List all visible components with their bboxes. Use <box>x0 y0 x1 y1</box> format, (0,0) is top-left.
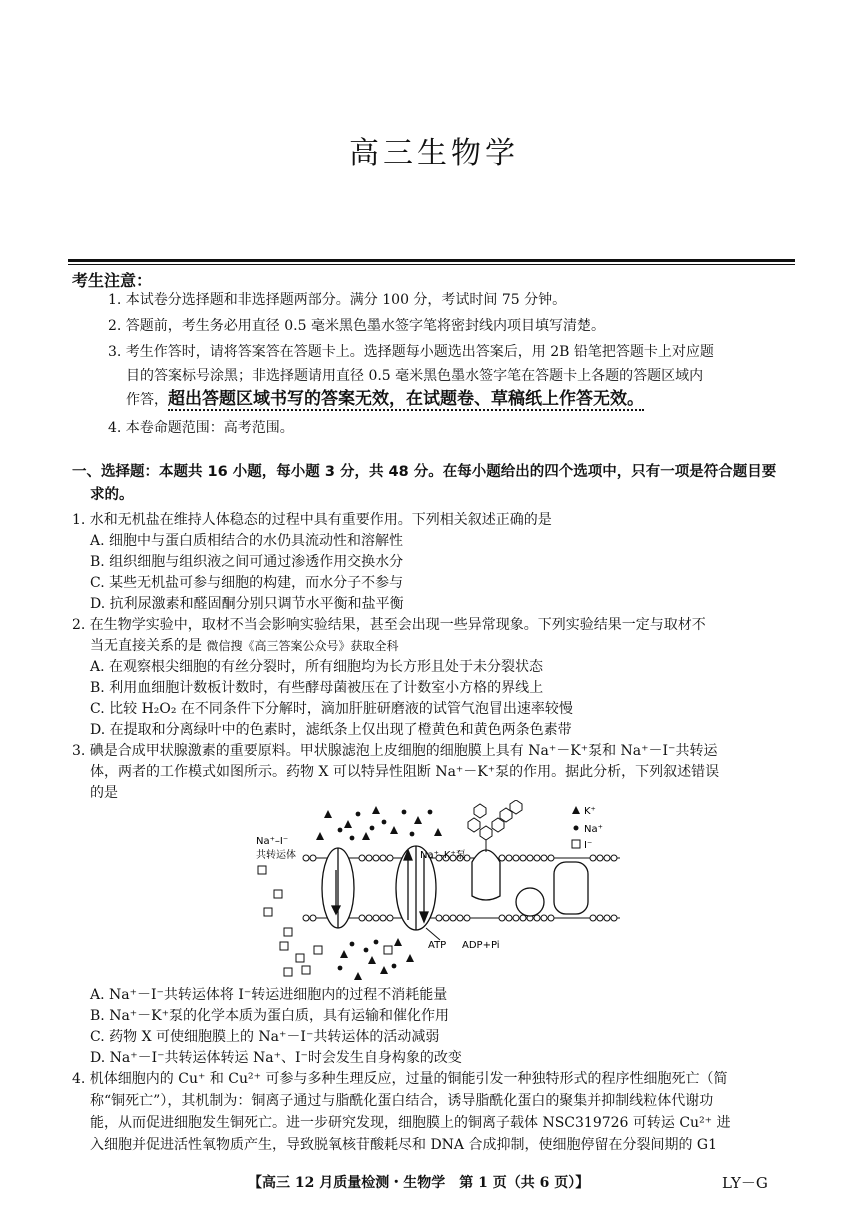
notice-heading: 考生注意： <box>72 271 153 290</box>
na-ion <box>370 826 375 831</box>
adp-label: ADP+Pi <box>462 940 500 951</box>
lipid-head <box>387 855 393 861</box>
atp-arrow <box>426 928 440 940</box>
membrane-transport-diagram <box>248 800 620 982</box>
section-heading-cont: 求的。 <box>90 487 134 503</box>
notice-item-3: 3. 考生作答时，请将答案答在答题卡上。选择题每小题选出答案后，用 2B 铅笔把答题卡上对应题 <box>108 344 714 360</box>
q2-stem-tail: 当无直接关系的是 <box>90 638 202 654</box>
q3-option-b: B. Na⁺－K⁺泵的化学本质为蛋白质，具有运输和催化作用 <box>90 1008 450 1024</box>
k-ion <box>316 832 324 840</box>
lipid-head <box>359 915 365 921</box>
lipid-head <box>310 855 316 861</box>
na-ion <box>402 810 407 815</box>
lipid-head <box>506 915 512 921</box>
section-heading: 一、选择题：本题共 16 小题，每小题 3 分，共 48 分。在每小题给出的四个选项中，只有一项是符合题目要 <box>72 464 777 480</box>
lipid-head <box>611 915 617 921</box>
na-ion <box>350 942 355 947</box>
na-ion <box>356 812 361 817</box>
q3-stem-cont: 体，两者的工作模式如图所示。药物 X 可以特异性阻断 Na⁺－K⁺泵的作用。据此分析，下列叙述错误 <box>90 764 720 780</box>
legend-dot <box>574 826 579 831</box>
notice-item-3-tail: 作答， <box>126 392 168 408</box>
cotransporter-label-2: 共转运体 <box>256 850 296 861</box>
iodide-ion <box>296 954 304 962</box>
notice-emphasis: 超出答题区域书写的答案无效，在试题卷、草稿纸上作答无效。 <box>168 389 644 409</box>
na-ion <box>338 828 343 833</box>
notice-item-2: 2. 答题前，考生务必用直径 0.5 毫米黑色墨水签字笔将密封线内项目填写清楚。 <box>108 318 605 334</box>
iodide-ion <box>264 908 272 916</box>
lipid-head <box>534 855 540 861</box>
q4-stem-1: 4. 机体细胞内的 Cu⁺ 和 Cu²⁺ 可参与多种生理反应，过量的铜能引发一种独特形式的程序性细胞死亡（简 <box>72 1071 728 1087</box>
lipid-head <box>604 855 610 861</box>
q2-stem: 2. 在生物学实验中，取材不当会影响实验结果，甚至会出现一些异常现象。下列实验结果一定与取材不 <box>72 617 706 633</box>
iodide-ion <box>302 966 310 974</box>
header-rule-thin <box>68 264 795 265</box>
notice-item-4: 4. 本卷命题范围：高考范围。 <box>108 420 294 436</box>
na-ion <box>428 810 433 815</box>
k-ion <box>344 820 352 828</box>
legend-square <box>572 840 580 848</box>
lipid-head <box>513 855 519 861</box>
lipid-head <box>380 915 386 921</box>
lipid-head <box>457 915 463 921</box>
k-ion <box>380 966 388 974</box>
atp-label: ATP <box>428 940 447 951</box>
glycan-chain <box>468 800 522 852</box>
lipid-head <box>366 855 372 861</box>
q3-option-c: C. 药物 X 可使细胞膜上的 Na⁺－I⁻共转运体的活动减弱 <box>90 1029 440 1045</box>
q2-option-d: D. 在提取和分离绿叶中的色素时，滤纸条上仅出现了橙黄色和黄色两条色素带 <box>90 722 572 738</box>
iodide-ion <box>284 968 292 976</box>
q4-stem-4: 入细胞并促进活性氧物质产生，导致脱氧核苷酸耗尽和 DNA 合成抑制，使细胞停留在分裂间期的 G1 <box>90 1137 718 1153</box>
q1-option-d: D. 抗利尿激素和醛固酮分别只调节水平衡和盐平衡 <box>90 596 404 612</box>
lipid-head <box>366 915 372 921</box>
q1-option-c: C. 某些无机盐可参与细胞的构建，而水分子不参与 <box>90 575 404 591</box>
q4-stem-3: 能，从而促进细胞发生铜死亡。进一步研究发现，细胞膜上的铜离子载体 NSC319726 可转运 Cu²⁺ 进 <box>90 1115 731 1131</box>
lipid-head <box>387 915 393 921</box>
lipid-head <box>450 915 456 921</box>
q4-stem-2: 称“铜死亡”），其机制为：铜离子通过与脂酰化蛋白结合，诱导脂酰化蛋白的聚集并抑制线粒体代谢功 <box>90 1093 714 1109</box>
iodide-ion <box>274 890 282 898</box>
k-ion <box>354 972 362 980</box>
lipid-head <box>541 855 547 861</box>
q2-option-a: A. 在观察根尖细胞的有丝分裂时，所有细胞均为长方形且处于未分裂状态 <box>90 659 544 675</box>
lipid-head <box>303 915 309 921</box>
lipid-head <box>380 855 386 861</box>
cotransporter-label-1: Na⁺–I⁻ <box>256 836 289 847</box>
lipid-head <box>303 855 309 861</box>
lipid-head <box>548 855 554 861</box>
na-ion <box>364 948 369 953</box>
legend-triangle <box>572 806 580 814</box>
notice-item-1: 1. 本试卷分选择题和非选择题两部分。满分 100 分，考试时间 75 分钟。 <box>108 292 567 308</box>
lipid-head <box>597 855 603 861</box>
lipid-head <box>611 855 617 861</box>
lipid-head <box>520 855 526 861</box>
footer-code: LY－G <box>722 1174 768 1192</box>
q2-option-b: B. 利用血细胞计数板计数时，有些酵母菌被压在了计数室小方格的界线上 <box>90 680 544 696</box>
k-ion <box>390 826 398 834</box>
lipid-head <box>464 915 470 921</box>
lipid-head <box>436 915 442 921</box>
iodide-ion <box>384 946 392 954</box>
lipid-head <box>604 915 610 921</box>
na-ion <box>350 836 355 841</box>
lipid-head <box>541 915 547 921</box>
lipid-head <box>527 855 533 861</box>
lipid-head <box>548 915 554 921</box>
diagram-legend <box>572 806 603 851</box>
lipid-head <box>534 915 540 921</box>
na-ion <box>338 966 343 971</box>
legend-i: I⁻ <box>584 840 593 851</box>
k-ion <box>394 938 402 946</box>
na-ion <box>392 964 397 969</box>
q1-option-a: A. 细胞中与蛋白质相结合的水仍具流动性和溶解性 <box>90 533 404 549</box>
iodide-ion <box>280 942 288 950</box>
lipid-head <box>499 855 505 861</box>
lipid-head <box>373 855 379 861</box>
notice-item-3-end <box>126 387 644 412</box>
legend-k: K⁺ <box>584 806 596 817</box>
q3-option-a: A. Na⁺－I⁻共转运体将 I⁻转运进细胞内的过程不消耗能量 <box>90 987 448 1003</box>
na-ion <box>374 940 379 945</box>
legend-na: Na⁺ <box>584 824 603 835</box>
lipid-head <box>499 915 505 921</box>
lipid-head <box>373 915 379 921</box>
lipid-head <box>506 855 512 861</box>
notice-item-3-cont: 目的答案标号涂黑；非选择题请用直径 0.5 毫米黑色墨水签字笔在答题卡上各题的答题区域内 <box>126 368 704 384</box>
iodide-ion <box>284 928 292 936</box>
k-ion <box>340 950 348 958</box>
k-ion <box>434 828 442 836</box>
iodide-ion <box>258 866 266 874</box>
na-i-cotransporter <box>322 848 354 928</box>
q3-stem: 3. 碘是合成甲状腺激素的重要原料。甲状腺滤泡上皮细胞的细胞膜上具有 Na⁺－K⁺泵和 Na⁺－I⁻共转运 <box>72 743 718 759</box>
page-title: 高三生物学 <box>349 136 519 171</box>
q1-stem: 1. 水和无机盐在维持人体稳态的过程中具有重要作用。下列相关叙述正确的是 <box>72 512 552 528</box>
lipid-head <box>359 855 365 861</box>
k-ion <box>372 806 380 814</box>
lipid-head <box>590 855 596 861</box>
q3-option-d: D. Na⁺－I⁻共转运体转运 Na⁺、I⁻时会发生自身构象的改变 <box>90 1050 462 1066</box>
pump-label: Na⁺–K⁺泵 <box>420 850 466 861</box>
q2-option-c: C. 比较 H₂O₂ 在不同条件下分解时，滴加肝脏研磨液的试管气泡冒出速率较慢 <box>90 701 573 717</box>
iodide-ion <box>314 946 322 954</box>
lipid-head <box>590 915 596 921</box>
lipid-head <box>310 915 316 921</box>
k-ion <box>324 810 332 818</box>
na-ion <box>382 820 387 825</box>
k-ion <box>362 832 370 840</box>
lipid-head <box>597 915 603 921</box>
lipid-head <box>513 915 519 921</box>
footer-page-info: 【高三 12 月质量检测・生物学 第 1 页（共 6 页）】 <box>248 1175 590 1191</box>
k-ion <box>414 816 422 824</box>
k-ion <box>368 956 376 964</box>
lipid-head <box>520 915 526 921</box>
header-rule-thick <box>68 259 795 262</box>
watermark-text: 微信搜《高三答案公众号》获取全科 <box>206 639 399 653</box>
q1-option-b: B. 组织细胞与组织液之间可通过渗透作用交换水分 <box>90 554 404 570</box>
q3-stem-end: 的是 <box>90 785 118 801</box>
na-ion <box>410 832 415 837</box>
lipid-head <box>443 915 449 921</box>
k-ion <box>406 954 414 962</box>
q2-stem-cont <box>90 636 398 657</box>
